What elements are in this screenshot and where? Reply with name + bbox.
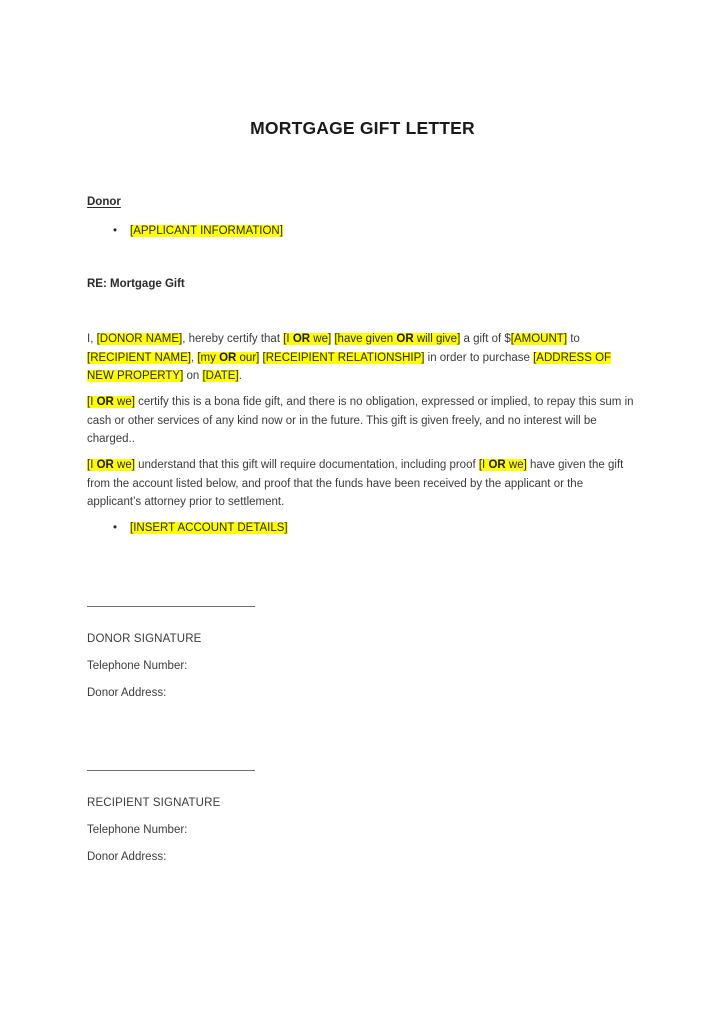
p1-seg-6: , [190, 351, 198, 364]
bullet-point-icon: • [113, 522, 118, 534]
p3-i-b: [I [478, 459, 489, 471]
re-line-heading: RE: Mortgage Gift [87, 278, 185, 290]
bullet-point-icon: • [113, 225, 118, 237]
p3-i-bold: OR [96, 459, 114, 471]
highlighted-field: [APPLICANT INFORMATION] [130, 225, 283, 237]
highlighted-field-recipient-name: [RECIPIENT NAME] [87, 351, 191, 364]
p1-i-or-we-a-end: we] [310, 333, 332, 345]
p2-body: certify this is a bona fide gift, and there is no obligation, expressed or implied, to repay this sum in cash or other services of any kind now or in the future. This gift is given freely, and no interest will be charged.. [87, 396, 634, 446]
p1-seg-10: . [238, 370, 242, 383]
recipient-address-label: Donor Address: [87, 851, 167, 863]
bona-fide-gift-paragraph [87, 393, 638, 449]
donor-signature-label: DONOR SIGNATURE [87, 633, 202, 645]
donor-section-heading: Donor [87, 196, 121, 208]
highlighted-field-my-or-our [197, 352, 259, 364]
p1-my-a: [my [197, 351, 220, 364]
donor-address-label: Donor Address: [87, 687, 167, 699]
page-title: MORTGAGE GIFT LETTER [250, 118, 475, 138]
recipient-telephone-label: Telephone Number: [87, 824, 188, 836]
highlighted-field-date: [DATE] [202, 370, 239, 383]
list-item [87, 223, 638, 240]
p3-i-b-end: we] [505, 459, 527, 471]
list-item [87, 520, 638, 537]
p3-i-end: we] [113, 459, 135, 471]
highlighted-field-donor-name: [DONOR NAME] [96, 333, 183, 345]
highlighted-field: [INSERT ACCOUNT DETAILS] [130, 522, 288, 534]
signature-line [87, 606, 255, 607]
signature-line [87, 770, 255, 771]
highlighted-field-given-or-will-give [334, 333, 460, 345]
account-details-placeholder [130, 520, 288, 537]
p2-i-end: we] [113, 396, 135, 408]
p1-given-end: will give] [413, 333, 461, 345]
highlighted-field-i-or-we-4 [479, 459, 527, 471]
p1-seg-9: on [183, 370, 203, 383]
highlighted-field-amount: [AMOUNT] [510, 333, 568, 345]
p1-seg-5: to [567, 333, 580, 345]
highlighted-field-address: [ADDRESS OF NEW PROPERTY] [87, 351, 612, 383]
p1-seg-4: a gift of $ [460, 333, 511, 345]
p1-my-bold: OR [219, 351, 237, 364]
p2-i-a: [I [87, 396, 97, 408]
highlighted-field-i-or-we-1 [283, 333, 331, 345]
recipient-signature-label: RECIPIENT SIGNATURE [87, 797, 221, 809]
applicant-information-placeholder [130, 223, 283, 240]
donor-telephone-label: Telephone Number: [87, 660, 188, 672]
documentation-paragraph [87, 456, 638, 512]
p1-my-end: our] [236, 351, 260, 364]
certification-paragraph [87, 330, 638, 386]
highlighted-field-relationship: [RECEIPIENT RELATIONSHIP] [262, 351, 425, 364]
p2-i-bold: OR [96, 396, 114, 408]
p1-given-bold: OR [396, 333, 414, 345]
donor-signature-block [87, 598, 638, 699]
recipient-signature-block [87, 762, 638, 863]
p1-seg-2: , hereby certify that [182, 333, 284, 345]
p1-i-or-we-a-bold: OR [292, 333, 311, 345]
p1-seg-1: I, [87, 333, 97, 345]
highlighted-field-i-or-we-3 [87, 459, 135, 471]
p3-i-b-bold: OR [488, 459, 506, 471]
p1-given-a: [have given [334, 333, 397, 345]
highlighted-field-i-or-we-2 [87, 396, 135, 408]
p3-body-1: understand that this gift will require documentation, including proof [134, 459, 479, 471]
p1-seg-8: in order to purchase [424, 351, 534, 364]
p1-i-or-we-a: [I [283, 333, 293, 345]
p3-i-a: [I [87, 459, 97, 471]
p3-body-2: have given the gift from the account listed below, and proof that the funds have been received by the applicant or the applicant’s attorney prior to settlement. [87, 459, 624, 509]
